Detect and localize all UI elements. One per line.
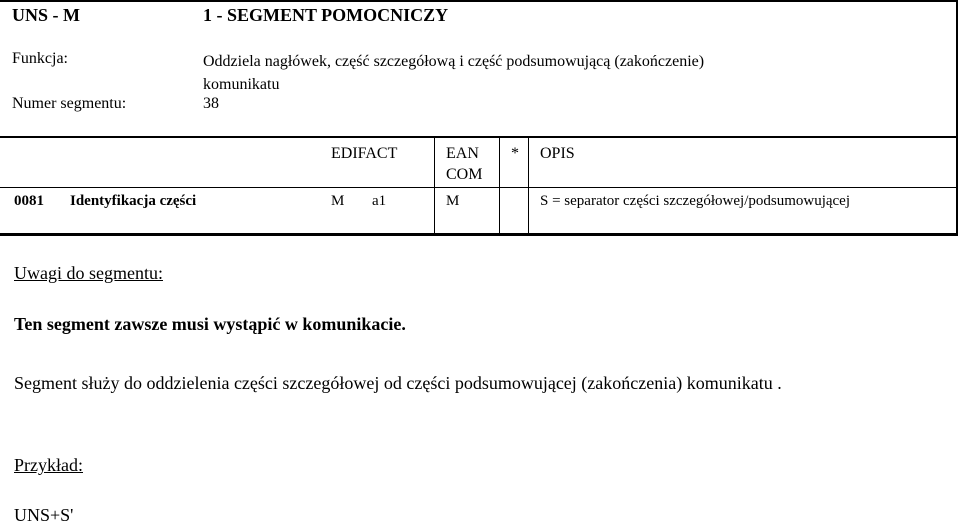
header-com: COM [446, 166, 483, 183]
element-description: S = separator części szczegółowej/podsumowującej [540, 193, 851, 209]
element-ean-status: M [446, 193, 460, 209]
segment-title: 1 - SEGMENT POMOCNICZY [203, 5, 449, 25]
header-star: * [511, 145, 519, 162]
element-name: Identyfikacja części [70, 193, 197, 209]
element-format: a1 [372, 193, 387, 209]
header-opis: OPIS [540, 145, 575, 162]
table-column-divider-star-left [499, 136, 500, 235]
example-value: UNS+S' [14, 505, 74, 525]
table-column-divider-star-right [528, 136, 529, 235]
example-heading: Przykład: [14, 455, 83, 475]
function-text-line2: komunikatu [203, 76, 280, 93]
notes-rule: Ten segment zawsze musi wystąpić w komunikacie. [14, 314, 406, 334]
header-edifact: EDIFACT [331, 145, 398, 162]
function-label: Funkcja: [12, 50, 68, 67]
element-code: 0081 [14, 193, 44, 209]
function-text-line1: Oddziela nagłówek, część szczegółową i część podsumowującą (zakończenie) [203, 53, 705, 70]
notes-heading: Uwagi do segmentu: [14, 263, 163, 283]
segment-number-value: 38 [203, 95, 219, 112]
notes-description: Segment służy do oddzielenia części szczegółowej od części podsumowującej (zakończenia) komunikatu . [14, 373, 782, 393]
segment-number-label: Numer segmentu: [12, 95, 127, 112]
segment-code: UNS - M [12, 5, 80, 25]
function-text [203, 50, 704, 96]
table-column-divider-ean [434, 136, 435, 235]
header-ean: EAN [446, 145, 479, 162]
table-header-divider [0, 187, 958, 188]
data-element-table [0, 136, 958, 236]
element-status: M [331, 193, 345, 209]
